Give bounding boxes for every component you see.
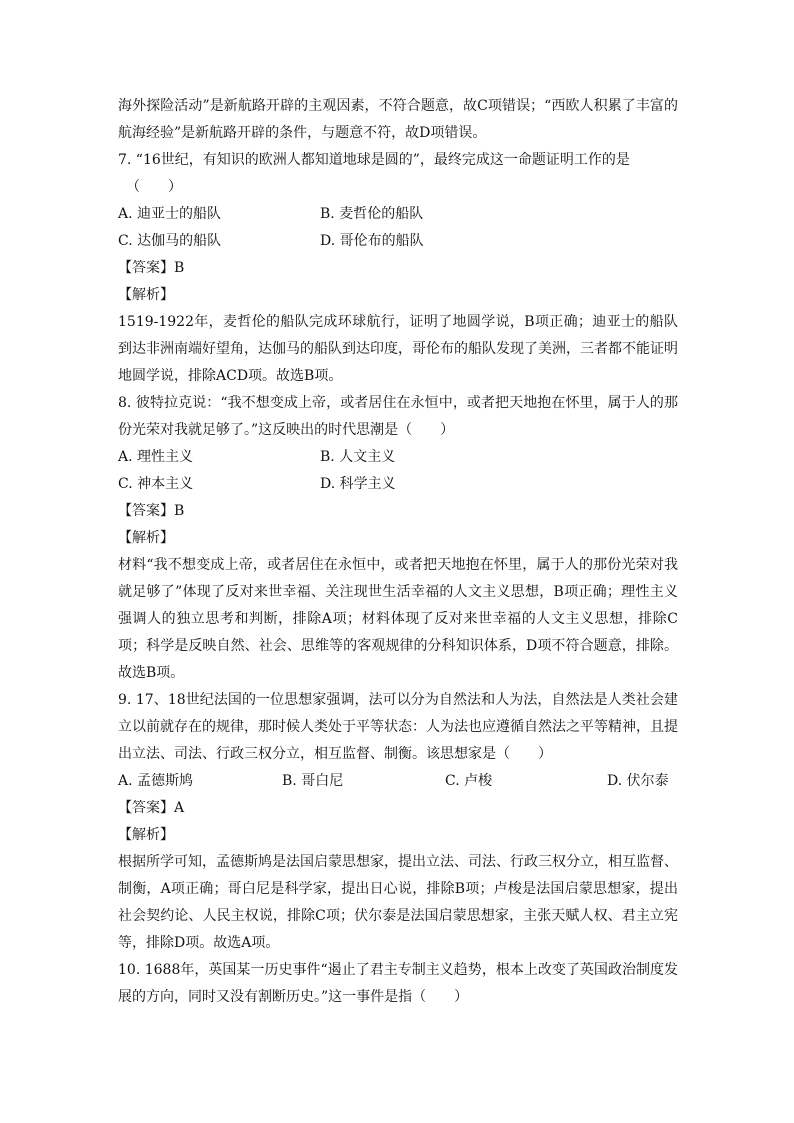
option-c: C. 卢梭 [445, 773, 493, 789]
option-d: D. 哥伦布的船队 [320, 233, 424, 249]
question-9-analysis: 根据所学可知，孟德斯鸠是法国启蒙思想家，提出立法、司法、行政三权分立，相互监督、制衡，A项正确；哥白尼是科学家，提出日心说，排除B项；卢梭是法国启蒙思想家，提出社会契约论、人民主权说，排除C项；伏尔泰是法国启蒙思想家，主张天赋人权、君主立宪等，排除D项。故选A项。 [118, 854, 678, 951]
option-c: C. 神本主义 [118, 476, 194, 492]
question-9 [118, 687, 678, 957]
question-8-analysis: 材料“我不想变成上帝，或者居住在永恒中，或者把天地抱在怀里，属于人的那份光荣对我就足够了”体现了反对来世幸福、关注现世生活幸福的人文主义思想，B项正确；理性主义强调人的独立思考和判断，排除A项；材料体现了反对来世幸福的人文主义思想，排除C项；科学是反映自然、社会、思维等的客观规律的分科知识体系，D项不符合题意，排除。故选B项。 [118, 557, 678, 681]
option-b: B. 哥白尼 [282, 773, 344, 789]
question-8-options [118, 444, 678, 498]
analysis-label: 【解析】 [118, 287, 174, 303]
question-10 [118, 957, 678, 1011]
question-9-options [118, 768, 678, 795]
document-page [118, 93, 678, 1011]
question-10-stem: 10. 1688年，英国某一历史事件“遏止了君主专制主义趋势，根本上改变了英国政治制度发展的方向，同时又没有割断历史。”这一事件是指（ ） [118, 962, 678, 1005]
question-9-stem: 9. 17、18世纪法国的一位思想家强调，法可以分为自然法和人为法，自然法是人类社会建立以前就存在的规律，那时候人类处于平等状态：人为法也应遵循自然法之平等精神，且提出立法、司法、行政三权分立，相互监督、制衡。该思想家是（ ） [118, 692, 678, 762]
answer-label: 【答案】A [118, 800, 185, 816]
option-a: A. 迪亚士的船队 [118, 206, 222, 222]
question-7 [118, 147, 678, 390]
answer-label: 【答案】B [118, 503, 185, 519]
option-d: D. 伏尔泰 [607, 773, 669, 789]
previous-analysis-continuation: 海外探险活动”是新航路开辟的主观因素，不符合题意，故C项错误；“西欧人积累了丰富的航海经验”是新航路开辟的条件，与题意不符，故D项错误。 [118, 98, 678, 141]
question-7-analysis: 1519-1922年，麦哲伦的船队完成环球航行，证明了地圆学说，B项正确；迪亚士的船队到达非洲南端好望角，达伽马的船队到达印度，哥伦布的船队发现了美洲，三者都不能证明地圆学说，排除ACD项。故选B项。 [118, 314, 678, 384]
option-d: D. 科学主义 [320, 476, 396, 492]
question-8 [118, 390, 678, 687]
answer-label: 【答案】B [118, 260, 185, 276]
option-a: A. 孟德斯鸠 [118, 773, 194, 789]
question-7-options [118, 201, 678, 255]
analysis-label: 【解析】 [118, 530, 174, 546]
analysis-label: 【解析】 [118, 827, 174, 843]
option-a: A. 理性主义 [118, 449, 194, 465]
question-7-stem: 7. “16世纪，有知识的欧洲人都知道地球是圆的”，最终完成这一命题证明工作的是 [118, 152, 630, 168]
option-b: B. 人文主义 [320, 449, 396, 465]
option-c: C. 达伽马的船队 [118, 233, 222, 249]
question-7-blank: （ ） [126, 179, 182, 195]
question-8-stem: 8. 彼特拉克说：“我不想变成上帝，或者居住在永恒中，或者把天地抱在怀里，属于人的那份光荣对我就足够了。”这反映出的时代思潮是（ ） [118, 395, 678, 438]
option-b: B. 麦哲伦的船队 [320, 206, 424, 222]
